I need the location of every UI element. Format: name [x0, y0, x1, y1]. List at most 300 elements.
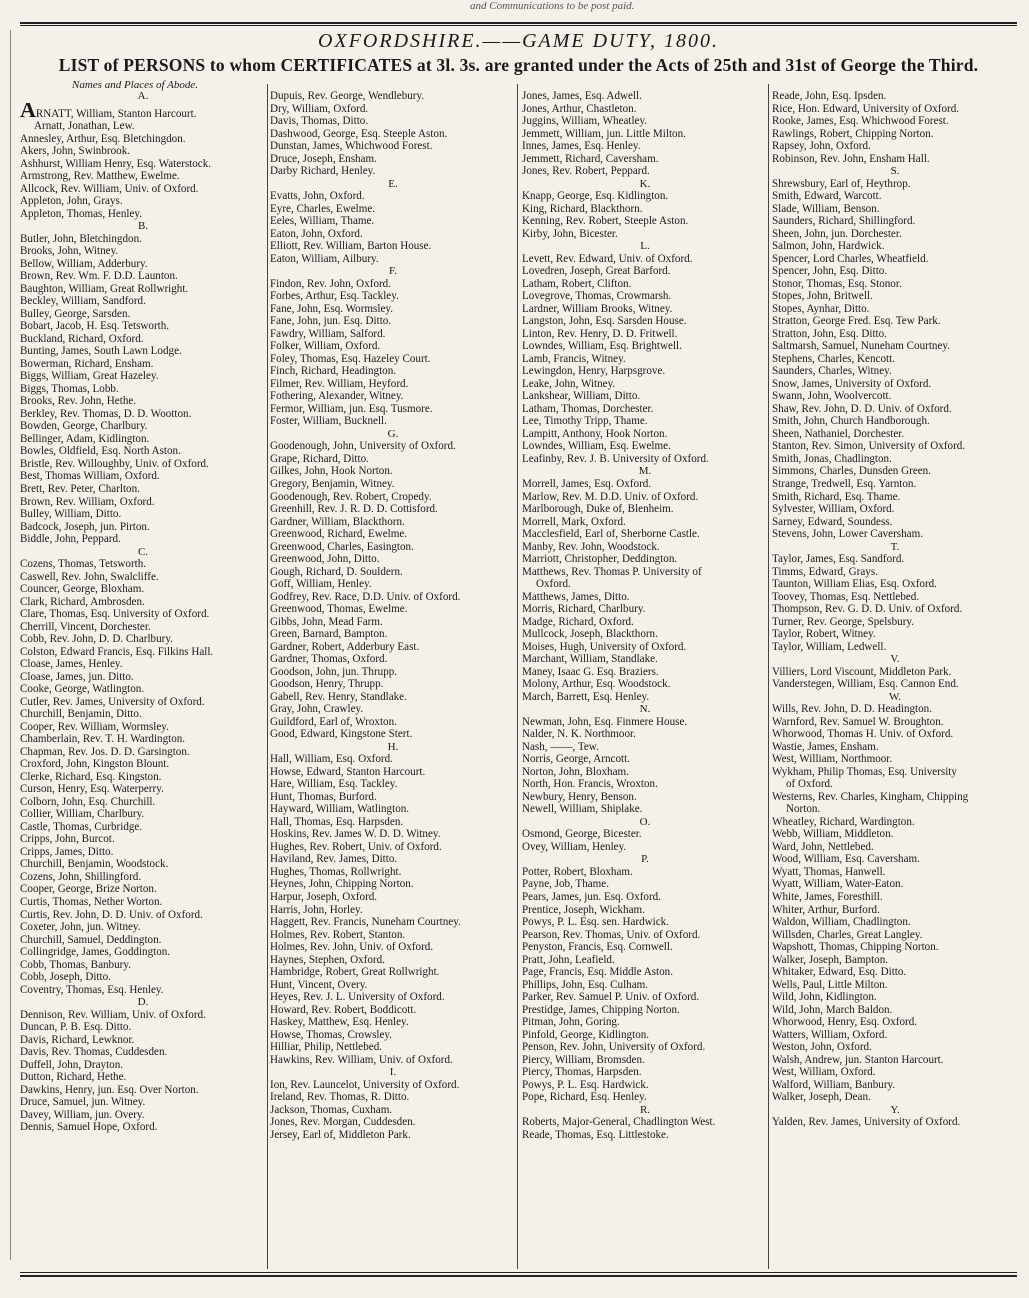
list-entry: Robinson, Rev. John, Ensham Hall.: [772, 152, 930, 165]
list-entry: Elliott, Rev. William, Barton House.: [270, 240, 432, 253]
list-entry: Taylor, Robert, Witney.: [772, 628, 876, 641]
section-letter: P.: [641, 853, 649, 866]
list-entry: Vanderstegen, William, Esq. Cannon End.: [772, 678, 959, 691]
list-entry: Hoskins, Rev. James W. D. D. Witney.: [270, 828, 441, 841]
list-entry: Gardner, William, Blackthorn.: [270, 515, 405, 528]
list-entry: Wyatt, William, Water-Eaton.: [772, 878, 904, 891]
list-entry: Westerns, Rev. Charles, Kingham, Chipping: [772, 790, 969, 803]
list-entry: Newbury, Henry, Benson.: [522, 790, 637, 803]
list-entry: Appleton, Thomas, Henley.: [20, 207, 143, 220]
list-entry: Bellinger, Adam, Kidlington.: [20, 432, 150, 445]
list-entry: Pinfold, George, Kidlington.: [522, 1028, 650, 1041]
section-letter: A.: [137, 90, 149, 102]
list-entry: Cobb, Rev. John, D. D. Charlbury.: [20, 633, 173, 646]
list-entry: Jones, Arthur, Chastleton.: [522, 102, 637, 115]
list-entry: Clerke, Richard, Esq. Kingston.: [20, 770, 162, 783]
list-entry: Matthews, Rev. Thomas P. University of: [522, 565, 702, 578]
list-entry: Hare, William, Esq. Tackley.: [270, 778, 398, 791]
list-entry: Norris, George, Arncott.: [522, 753, 630, 766]
bottom-rule: [20, 1275, 1017, 1277]
list-entry: Cherrill, Vincent, Dorchester.: [20, 620, 151, 633]
list-entry: Fawdry, William, Salford.: [270, 327, 386, 340]
column-divider: [768, 84, 769, 1269]
list-entry: Page, Francis, Esq. Middle Aston.: [522, 966, 673, 979]
list-entry: Dennison, Rev. William, Univ. of Oxford.: [20, 1008, 206, 1021]
list-entry: Hawkins, Rev. William, Univ. of Oxford.: [270, 1053, 453, 1066]
list-entry: Goodson, Henry, Thrupp.: [270, 678, 384, 691]
list-entry: Ovey, William, Henley.: [522, 840, 627, 853]
list-entry: Manby, Rev. John, Woodstock.: [522, 540, 660, 553]
section-letter: G.: [387, 427, 399, 440]
list-entry: Salmon, John, Hardwick.: [772, 240, 885, 253]
list-entry: Butler, John, Bletchingdon.: [20, 232, 142, 245]
list-subtitle: LIST of PERSONS to whom CERTIFICATES at 3l. 3s. are granted under the Acts of 25th and 31st of George the Third.: [58, 55, 979, 75]
list-entry: Phillips, John, Esq. Culham.: [522, 978, 649, 991]
list-entry: Taylor, James, Esq. Sandford.: [772, 553, 905, 566]
list-entry: Sheen, John, jun. Dorchester.: [772, 227, 902, 240]
list-entry: Ashhurst, William Henry, Esq. Waterstock.: [20, 157, 212, 170]
list-entry: Langston, John, Esq. Sarsden House.: [522, 315, 687, 328]
list-entry: Beckley, William, Sandford.: [20, 295, 146, 308]
list-entry: Linton, Rev. Henry, D. D. Fritwell.: [522, 327, 678, 340]
list-entry: Hughes, Thomas, Rollwright.: [270, 865, 402, 878]
list-entry: Lovedren, Joseph, Great Barford.: [522, 265, 671, 278]
list-entry: Snow, James, University of Oxford.: [772, 377, 932, 390]
list-entry: North, Hon. Francis, Wroxton.: [522, 778, 658, 791]
top-rule-thin: [20, 25, 1017, 26]
list-entry: Timms, Edward, Grays.: [772, 565, 878, 578]
list-entry: Piercy, William, Bromsden.: [522, 1053, 645, 1066]
list-entry: Heynes, John, Chipping Norton.: [270, 878, 414, 891]
list-entry: Stopes, Aynhar, Ditto.: [772, 302, 870, 315]
list-entry: Armstrong, Rev. Matthew, Ewelme.: [20, 170, 180, 183]
list-entry: Powys, P. L. Esq. sen. Hardwick.: [522, 916, 669, 929]
list-entry: Folker, William, Oxford.: [270, 340, 381, 353]
list-entry: Wheatley, Richard, Wardington.: [772, 815, 915, 828]
list-entry: Pope, Richard, Esq. Henley.: [522, 1091, 647, 1104]
list-entry: Reade, Thomas, Esq. Littlestoke.: [522, 1128, 669, 1141]
list-entry: Gray, John, Crawley.: [270, 703, 364, 716]
list-entry: Gilkes, John, Hook Norton.: [270, 465, 393, 478]
list-entry: Hunt, Thomas, Burford.: [270, 790, 377, 803]
list-entry: Norton, John, Bloxham.: [522, 765, 629, 778]
list-column-1: [20, 90, 266, 1134]
list-entry: Ward, John, Nettlebed.: [772, 840, 874, 853]
list-entry: Wild, John, Kidlington.: [772, 991, 877, 1004]
list-entry: Best, Thomas William, Oxford.: [20, 470, 160, 483]
top-strip: [0, 0, 1029, 24]
list-entry: Jackson, Thomas, Cuxham.: [270, 1103, 393, 1116]
list-entry: Evatts, John, Oxford.: [270, 190, 365, 203]
list-entry: Jones, James, Esq. Adwell.: [522, 90, 642, 102]
list-entry: Knapp, George, Esq. Kidlington.: [522, 190, 669, 203]
list-entry: Marchant, William, Standlake.: [522, 653, 658, 666]
list-entry: Taylor, William, Ledwell.: [772, 640, 887, 653]
left-margin-line: [0, 30, 11, 1260]
list-entry: Toovey, Thomas, Esq. Nettlebed.: [772, 590, 920, 603]
list-column-4: [772, 90, 1018, 1129]
list-entry: Fermor, William, jun. Esq. Tusmore.: [270, 402, 433, 415]
section-letter: M.: [638, 465, 652, 478]
list-entry: Strange, Tredwell, Esq. Yarnton.: [772, 477, 917, 490]
list-entry: Filmer, Rev. William, Heyford.: [270, 377, 409, 390]
list-entry: West, William, Northmoor.: [772, 753, 893, 766]
list-entry: Smith, Richard, Esq. Thame.: [772, 490, 901, 503]
list-entry: Collier, William, Charlbury.: [20, 808, 145, 821]
list-entry: Cooper, Rev. William, Wormsley.: [20, 720, 169, 733]
list-entry: March, Barrett, Esq. Henley.: [522, 690, 650, 703]
column-divider: [267, 84, 268, 1269]
list-entry: Cozens, Thomas, Tetsworth.: [20, 558, 147, 571]
list-entry: Holmes, Rev. Robert, Stanton.: [270, 928, 406, 941]
section-letter: W.: [888, 690, 902, 703]
list-entry: Willsden, Charles, Great Langley.: [772, 928, 923, 941]
list-entry: Allcock, Rev. William, Univ. of Oxford.: [20, 182, 199, 195]
list-entry: Harris, John, Horley.: [270, 903, 363, 916]
bottom-rule-thin: [20, 1272, 1017, 1273]
list-entry: Latham, Thomas, Dorchester.: [522, 402, 654, 415]
list-entry: Fane, John, Esq. Wormsley.: [270, 302, 393, 315]
list-entry: Duffell, John, Drayton.: [20, 1058, 124, 1071]
list-entry: Heyes, Rev. J. L. University of Oxford.: [270, 991, 445, 1004]
list-entry: Stonor, Thomas, Esq. Stonor.: [772, 277, 902, 290]
list-entry: Findon, Rev. John, Oxford.: [270, 277, 392, 290]
list-entry: Greenwood, Charles, Easington.: [270, 540, 414, 553]
list-entry: Caswell, Rev. John, Swalcliffe.: [20, 570, 159, 583]
list-entry: Sarney, Edward, Soundess.: [772, 515, 893, 528]
list-entry: Haskey, Matthew, Esq. Henley.: [270, 1016, 409, 1029]
list-entry: Levett, Rev. Edward, Univ. of Oxford.: [522, 252, 693, 265]
list-entry: Cooke, George, Watlington.: [20, 683, 145, 696]
list-entry: Jones, Rev. Morgan, Cuddesden.: [270, 1116, 416, 1129]
list-entry: Croxford, John, Kingston Blount.: [20, 758, 170, 771]
list-entry: Hambridge, Robert, Great Rollwright.: [270, 966, 440, 979]
list-entry: Bowles, Oldfield, Esq. North Aston.: [20, 445, 181, 458]
list-entry: West, William, Oxford.: [772, 1066, 876, 1079]
list-entry: Howse, Thomas, Crowsley.: [270, 1028, 393, 1041]
list-entry: Rice, Hon. Edward, University of Oxford.: [772, 102, 960, 115]
list-entry: Druce, Joseph, Ensham.: [270, 152, 377, 165]
list-entry: of Oxford.: [786, 778, 833, 791]
list-entry: Dry, William, Oxford.: [270, 102, 369, 115]
list-entry: Bowerman, Richard, Ensham.: [20, 357, 154, 370]
list-entry: Cobb, Joseph, Ditto.: [20, 971, 111, 984]
list-entry: Biggs, William, Great Hazeley.: [20, 370, 159, 383]
list-entry: Leake, John, Witney.: [522, 377, 616, 390]
list-entry: Wood, William, Esq. Caversham.: [772, 853, 920, 866]
list-entry: Colston, Edward Francis, Esq. Filkins Hall.: [20, 645, 214, 658]
list-entry: Webb, William, Middleton.: [772, 828, 894, 841]
list-entry: Rawlings, Robert, Chipping Norton.: [772, 127, 934, 140]
list-entry: Whitaker, Edward, Esq. Ditto.: [772, 966, 907, 979]
list-entry: Jemmett, William, jun. Little Milton.: [522, 127, 686, 140]
list-entry: Gough, Richard, D. Souldern.: [270, 565, 403, 578]
list-entry: Fane, John, jun. Esq. Ditto.: [270, 315, 392, 328]
list-entry: Wills, Rev. John, D. D. Headington.: [772, 703, 932, 716]
list-entry: Prentice, Joseph, Wickham.: [522, 903, 645, 916]
list-entry: Eaton, William, Ailbury.: [270, 252, 379, 265]
list-entry: Penyston, Francis, Esq. Cornwell.: [522, 941, 673, 954]
list-entry: White, James, Foresthill.: [772, 891, 883, 903]
list-entry: Yalden, Rev. James, University of Oxford.: [772, 1116, 961, 1129]
list-entry: Haviland, Rev. James, Ditto.: [270, 853, 398, 866]
list-entry: Cozens, John, Shillingford.: [20, 870, 142, 883]
list-entry: Pitman, John, Goring.: [522, 1016, 620, 1029]
list-entry: Spencer, Lord Charles, Wheatfield.: [772, 252, 929, 265]
list-entry: Macclesfield, Earl of, Sherborne Castle.: [522, 528, 700, 541]
list-entry: Fothering, Alexander, Witney.: [270, 390, 404, 403]
list-entry: Druce, Samuel, jun. Witney.: [20, 1096, 146, 1109]
list-entry: Walsh, Andrew, jun. Stanton Harcourt.: [772, 1053, 944, 1066]
list-entry: Wild, John, March Baldon.: [772, 1003, 893, 1016]
section-letter: B.: [137, 220, 149, 233]
section-letter: E.: [388, 177, 398, 190]
list-entry: Payne, Job, Thame.: [522, 878, 609, 891]
list-entry: Osmond, George, Bicester.: [522, 828, 642, 841]
section-letter: D.: [137, 996, 149, 1009]
list-entry: Molony, Arthur, Esq. Woodstock.: [522, 678, 671, 691]
list-entry: Coventry, Thomas, Esq. Henley.: [20, 983, 164, 996]
list-entry: Davey, William, jun. Overy.: [20, 1108, 145, 1121]
list-entry: Curson, Henry, Esq. Waterperry.: [20, 783, 164, 796]
list-column-2: [270, 90, 516, 1141]
list-entry: Morris, Richard, Charlbury.: [522, 603, 646, 616]
list-entry: Godfrey, Rev. Race, D.D. Univ. of Oxford.: [270, 590, 461, 603]
list-entry: Eyre, Charles, Ewelme.: [270, 202, 376, 215]
list-entry: Davis, Thomas, Ditto.: [270, 115, 369, 128]
list-entry: Darby Richard, Henley.: [270, 165, 376, 178]
list-entry: Bowden, George, Charlbury.: [20, 420, 148, 433]
list-entry: Turner, Rev. George, Spelsbury.: [772, 615, 915, 628]
list-entry: Newman, John, Esq. Finmere House.: [522, 715, 688, 728]
list-entry: Taunton, William Elias, Esq. Oxford.: [772, 578, 937, 591]
list-entry: Gardner, Robert, Adderbury East.: [270, 640, 420, 653]
list-entry: Lampitt, Anthony, Hook Norton.: [522, 427, 668, 440]
column-divider: [517, 84, 518, 1269]
list-entry: Dashwood, George, Esq. Steeple Aston.: [270, 127, 448, 140]
list-entry: Arnatt, Jonathan, Lew.: [34, 120, 135, 133]
list-entry: Grape, Richard, Ditto.: [270, 452, 369, 465]
list-entry: Brett, Rev. Peter, Charlton.: [20, 482, 140, 495]
list-entry: Finch, Richard, Headington.: [270, 365, 397, 378]
section-letter: L.: [640, 240, 650, 253]
column-header: Names and Places of Abode.: [72, 79, 198, 91]
list-entry: Saltmarsh, Samuel, Nuneham Courtney.: [772, 340, 950, 353]
list-entry: Morrell, Mark, Oxford.: [522, 515, 626, 528]
list-entry: Lowndes, William, Esq. Ewelme.: [522, 440, 671, 453]
list-entry: Stephens, Charles, Kencott.: [772, 352, 895, 365]
list-entry: Whorwood, Thomas H. Univ. of Oxford.: [772, 728, 954, 741]
list-entry: Pratt, John, Leafield.: [522, 953, 615, 966]
list-entry: Cripps, John, Burcot.: [20, 833, 115, 846]
list-entry: Warnford, Rev. Samuel W. Broughton.: [772, 715, 944, 728]
list-entry: Chapman, Rev. Jos. D. D. Garsington.: [20, 745, 190, 758]
list-entry: Shaw, Rev. John, D. D. Univ. of Oxford.: [772, 402, 952, 415]
list-entry: Brown, Rev. Wm. F. D.D. Launton.: [20, 270, 178, 283]
list-entry: Nalder, N. K. Northmoor.: [522, 728, 636, 741]
list-entry: Biddle, John, Peppard.: [20, 533, 121, 546]
list-entry: Brooks, Rev. John, Hethe.: [20, 395, 137, 408]
list-entry: Newell, William, Shiplake.: [522, 803, 643, 816]
list-entry: Clark, Richard, Ambrosden.: [20, 595, 145, 608]
section-letter: O.: [639, 815, 651, 828]
page-title: OXFORDSHIRE.——GAME DUTY, 1800.: [318, 30, 719, 52]
list-entry: Lovegrove, Thomas, Crowmarsh.: [522, 290, 672, 303]
list-entry: Greenwood, John, Ditto.: [270, 553, 380, 566]
list-entry: Churchill, Benjamin, Woodstock.: [20, 858, 169, 871]
list-entry: Smith, Edward, Warcott.: [772, 190, 882, 203]
top-strip-text: and Communications to be post paid.: [470, 0, 635, 12]
list-entry: Lewingdon, Henry, Harpsgrove.: [522, 365, 666, 378]
list-entry: Baughton, William, Great Rollwright.: [20, 282, 189, 295]
list-entry: Shrewsbury, Earl of, Heythrop.: [772, 177, 911, 190]
list-entry: Wapshott, Thomas, Chipping Norton.: [772, 941, 939, 954]
list-entry: Marlow, Rev. M. D.D. Univ. of Oxford.: [522, 490, 699, 503]
list-entry: Goodenough, Rev. Robert, Cropedy.: [270, 490, 432, 503]
list-entry: Thompson, Rev. G. D. D. Univ. of Oxford.: [772, 603, 963, 616]
list-entry: Dutton, Richard, Hethe.: [20, 1071, 127, 1084]
list-entry: Davis, Rev. Thomas, Cuddesden.: [20, 1046, 168, 1059]
list-entry: Goff, William, Henley.: [270, 578, 372, 591]
list-entry: Leafinby, Rev. J. B. University of Oxford.: [522, 452, 709, 465]
list-entry: Ion, Rev. Launcelot, University of Oxford.: [270, 1078, 460, 1091]
list-entry: Duncan, P. B. Esq. Ditto.: [20, 1021, 132, 1034]
list-entry: Parker, Rev. Samuel P. Univ. of Oxford.: [522, 991, 700, 1004]
list-entry: Oxford.: [536, 578, 571, 591]
list-entry: Haynes, Stephen, Oxford.: [270, 953, 385, 966]
section-letter: I.: [389, 1066, 397, 1079]
list-entry: Stratton, John, Esq. Ditto.: [772, 327, 887, 340]
list-entry: Hilliar, Philip, Nettlebed.: [270, 1041, 383, 1054]
section-letter: S.: [890, 165, 900, 178]
list-entry: Marriott, Christopher, Deddington.: [522, 553, 678, 566]
list-entry: Churchill, Benjamin, Ditto.: [20, 708, 142, 721]
list-entry: Bellow, William, Adderbury.: [20, 257, 148, 270]
list-entry: Foley, Thomas, Esq. Hazeley Court.: [270, 352, 431, 365]
list-entry: Sylvester, William, Oxford.: [772, 503, 895, 516]
list-entry: Gardner, Thomas, Oxford.: [270, 653, 388, 666]
list-entry: Davis, Richard, Lewknor.: [20, 1033, 135, 1046]
list-entry: Colborn, John, Esq. Churchill.: [20, 795, 156, 808]
list-entry: Weston, John, Oxford.: [772, 1041, 872, 1054]
list-entry: Cloase, James, Henley.: [20, 658, 123, 671]
list-entry: Nash, ——, Tew.: [522, 740, 599, 753]
list-entry: Bobart, Jacob, H. Esq. Tetsworth.: [20, 320, 170, 333]
list-entry: Sheen, Nathaniel, Dorchester.: [772, 427, 905, 440]
list-entry: Dunstan, James, Whichwood Forest.: [270, 140, 433, 153]
section-letter: H.: [387, 740, 399, 753]
list-entry: Eeles, William, Thame.: [270, 215, 375, 228]
list-entry: Brown, Rev. William, Oxford.: [20, 495, 155, 508]
section-letter: N.: [639, 703, 651, 716]
list-entry: Pearson, Rev. Thomas, Univ. of Oxford.: [522, 928, 701, 941]
list-entry: Goodenough, John, University of Oxford.: [270, 440, 456, 453]
list-entry: Rapsey, John, Oxford.: [772, 140, 871, 153]
list-entry: Morrell, James, Esq. Oxford.: [522, 477, 652, 490]
list-entry: Wells, Paul, Little Milton.: [772, 978, 888, 991]
list-entry: Mullcock, Joseph, Blackthorn.: [522, 628, 658, 641]
list-entry: Villiers, Lord Viscount, Middleton Park.: [772, 665, 952, 678]
list-entry: Latham, Robert, Clifton.: [522, 277, 632, 290]
list-entry: Wyatt, Thomas, Hanwell.: [772, 865, 886, 878]
list-entry: Swann, John, Woolvercott.: [772, 390, 892, 403]
list-entry: Cripps, James, Ditto.: [20, 845, 114, 858]
list-entry: Councer, George, Bloxham.: [20, 583, 145, 596]
list-entry: Innes, James, Esq. Henley.: [522, 140, 641, 153]
list-entry: Powys, P. L. Esq. Hardwick.: [522, 1078, 649, 1091]
list-entry: Smith, John, Church Handborough.: [772, 415, 930, 428]
list-entry: Smith, Jonas, Chadlington.: [772, 452, 892, 465]
list-entry: Greenwood, Richard, Ewelme.: [270, 528, 408, 541]
list-entry: Castle, Thomas, Curbridge.: [20, 820, 143, 833]
drop-cap: A: [20, 102, 36, 121]
list-entry: Curtis, Thomas, Nether Worton.: [20, 896, 163, 908]
list-entry: Howse, Edward, Stanton Harcourt.: [270, 765, 426, 778]
list-entry: Gibbs, John, Mead Farm.: [270, 615, 383, 628]
list-entry: Stopes, John, Britwell.: [772, 290, 873, 303]
list-entry: Norton.: [786, 803, 821, 816]
list-entry: Lankshear, William, Ditto.: [522, 390, 641, 403]
list-entry: Moises, Hugh, University of Oxford.: [522, 640, 687, 653]
list-entry: Piercy, Thomas, Harpsden.: [522, 1066, 642, 1079]
list-entry: Good, Edward, Kingstone Stert.: [270, 728, 413, 741]
list-entry: Guildford, Earl of, Wroxton.: [270, 715, 397, 728]
list-entry: Gregory, Benjamin, Witney.: [270, 477, 395, 490]
list-entry: Goodson, John, jun. Thrupp.: [270, 665, 398, 678]
list-entry: Prestidge, James, Chipping Norton.: [522, 1003, 680, 1016]
list-entry: Lardner, William Brooks, Witney.: [522, 302, 673, 315]
list-entry: Walker, Joseph, Bampton.: [772, 953, 889, 966]
list-entry: Roberts, Major-General, Chadlington West.: [522, 1116, 716, 1129]
list-entry: Spencer, John, Esq. Ditto.: [772, 265, 888, 278]
section-letter: R.: [639, 1103, 651, 1116]
list-entry: King, Richard, Blackthorn.: [522, 202, 643, 215]
list-entry: Howard, Rev. Robert, Boddicott.: [270, 1003, 417, 1016]
list-entry-text: RNATT, William, Stanton Harcourt.: [35, 107, 197, 120]
list-entry: Reade, John, Esq. Ipsden.: [772, 90, 887, 102]
list-entry: Cloase, James, jun. Ditto.: [20, 670, 134, 683]
list-entry: Kenning, Rev. Robert, Steeple Aston.: [522, 215, 689, 228]
list-entry: Simmons, Charles, Dunsden Green.: [772, 465, 931, 478]
list-entry: Hunt, Vincent, Overy.: [270, 978, 368, 991]
list-entry: Cooper, George, Brize Norton.: [20, 883, 157, 896]
list-entry: Buckland, Richard, Oxford.: [20, 332, 144, 345]
list-entry: Forbes, Arthur, Esq. Tackley.: [270, 290, 399, 303]
list-entry: Saunders, Charles, Witney.: [772, 365, 892, 378]
list-entry: Hall, Thomas, Esq. Harpsden.: [270, 815, 404, 828]
list-entry: Waldon, William, Chadlington.: [772, 916, 911, 929]
list-entry: Madge, Richard, Oxford.: [522, 615, 634, 628]
list-entry: Kirby, John, Bicester.: [522, 227, 618, 240]
list-entry: Gabell, Rev. Henry, Standlake.: [270, 690, 407, 703]
list-entry: Hall, William, Esq. Oxford.: [270, 753, 393, 766]
list-entry: Rooke, James, Esq. Whichwood Forest.: [772, 115, 949, 128]
list-entry: Jersey, Earl of, Middleton Park.: [270, 1128, 411, 1141]
list-entry: Stanton, Rev. Simon, University of Oxford.: [772, 440, 966, 453]
list-column-3: [522, 90, 768, 1141]
list-entry: Jemmett, Richard, Caversham.: [522, 152, 659, 165]
list-entry: Appleton, John, Grays.: [20, 195, 123, 208]
list-entry: Berkley, Rev. Thomas, D. D. Wootton.: [20, 407, 192, 420]
top-rule: [20, 22, 1017, 24]
section-letter: C.: [137, 545, 149, 558]
list-entry: Bristle, Rev. Willoughby, Univ. of Oxford.: [20, 457, 209, 470]
list-entry: Dennis, Samuel Hope, Oxford.: [20, 1121, 158, 1134]
list-entry: Matthews, James, Ditto.: [522, 590, 630, 603]
list-entry: Penson, Rev. John, University of Oxford.: [522, 1041, 706, 1054]
list-entry: [20, 103, 266, 121]
list-entry: Annesley, Arthur, Esq. Bletchingdon.: [20, 132, 186, 145]
